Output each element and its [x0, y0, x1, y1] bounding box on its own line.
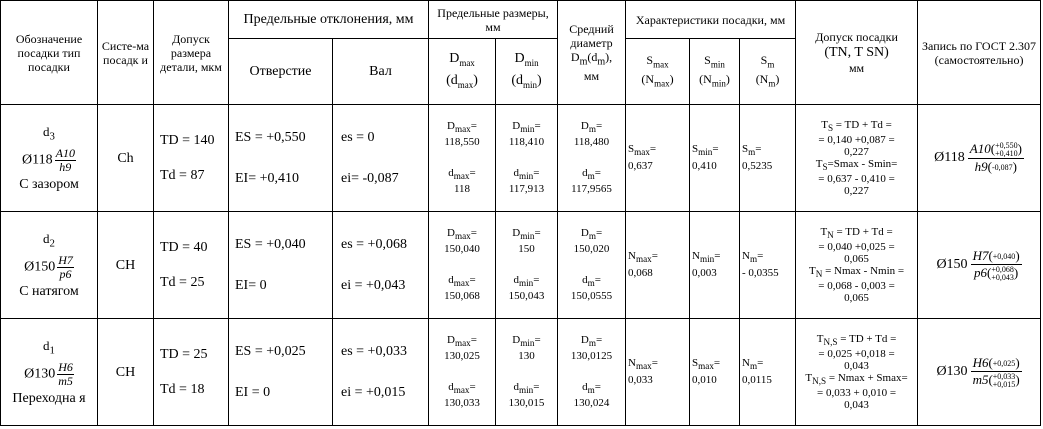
fit-designation — [1, 319, 98, 426]
max-sizes: $D_{max}=$ 118,550 $d_{max}=$ 118 — [429, 105, 496, 212]
char-2: $N_{min}=$ 0,003 — [690, 212, 740, 319]
shaft-deviations: es = 0 ei= -0,087 — [333, 105, 429, 212]
char-1: $N_{max}=$ 0,033 — [626, 319, 690, 426]
table-row — [1, 212, 1041, 319]
average-sizes: $D_m=$ 130,0125 $d_m=$ 130,024 — [558, 319, 626, 426]
header-average — [558, 1, 626, 105]
fit-system: Ch — [98, 105, 154, 212]
header-system: Систе-ма посадк и — [98, 1, 154, 105]
avg-line1: Средний диаметр — [569, 21, 614, 50]
data-rows — [1, 105, 1041, 426]
header-limits: Предельные размеры, мм — [429, 1, 558, 39]
fit-type: Переходна я — [12, 391, 86, 407]
part-tolerance: TD = 25 Td = 18 — [154, 319, 229, 426]
fit-tolerance-calc: $T_{N,S}$ = TD + Td = = 0,025 +0,018 = 0,043 $T_{N,S} = Nmax + Smax=$ = 0,033 + 0,010 = 0,043 — [796, 319, 918, 426]
header-shaft: Вал — [333, 39, 429, 105]
max-sizes: $D_{max}=$ 130,025 $d_{max}=$ 130,033 — [429, 319, 496, 426]
header-deviations: Предельные отклонения, мм — [229, 1, 429, 39]
char-3: $S_m=$ 0,5235 — [740, 105, 796, 212]
fit-tolerance-calc: $T_N$ = TD + Td = = 0,040 +0,025 = 0,065 $T_N = Nmax - Nmin$ = = 0,068 - 0,003 = 0,065 — [796, 212, 918, 319]
avg-symbol: $D_m(d_m)$, — [570, 49, 613, 68]
part-tolerance: TD = 40 Td = 25 — [154, 212, 229, 319]
char-2: $S_{min}=$ 0,410 — [690, 105, 740, 212]
header-fit-chars: Характеристики посадки, мм — [626, 1, 796, 39]
fit-designation — [1, 212, 98, 319]
shaft-deviations: es = +0,033 ei = +0,015 — [333, 319, 429, 426]
diameter-label: $d_2$ — [43, 230, 55, 250]
fit-system: CH — [98, 212, 154, 319]
min-sizes: $D_{min}=$ 118,410 $d_{min}=$ 117,913 — [496, 105, 558, 212]
fit-symbol: Ø118 $\frac{A10}{h9}$ — [22, 146, 75, 175]
char-1: $S_{max}=$ 0,637 — [626, 105, 690, 212]
avg-unit: мм — [583, 69, 600, 84]
char-1: $N_{max}=$ 0,068 — [626, 212, 690, 319]
hole-deviations: ES = +0,550 EI= +0,410 — [229, 105, 333, 212]
max-sizes: $D_{max}=$ 150,040 $d_{max}=$ 150,068 — [429, 212, 496, 319]
header-gost: Запись по ГОСТ 2.307 (самостоятельно) — [918, 1, 1041, 105]
diameter-label: $d_3$ — [43, 123, 55, 143]
gost-record: Ø150 H7( +0,040 ) p6( +0,068 +0,043 ) — [918, 212, 1041, 319]
char-3: $N_m=$ 0,0115 — [740, 319, 796, 426]
min-sizes: $D_{min}=$ 130 $d_{min}=$ 130,015 — [496, 319, 558, 426]
header-dmin: $D_{min}$ $(d_{min})$ — [496, 39, 558, 105]
fit-symbol: Ø150 $\frac{H7}{p6}$ — [24, 253, 73, 282]
part-tolerance: TD = 140 Td = 87 — [154, 105, 229, 212]
table-row — [1, 105, 1041, 212]
header-sm: $S_m$ $(N_m)$ — [740, 39, 796, 105]
average-sizes: $D_m=$ 150,020 $d_m=$ 150,0555 — [558, 212, 626, 319]
average-sizes: $D_m=$ 118,480 $d_m=$ 117,9565 — [558, 105, 626, 212]
header-hole: Отверстие — [229, 39, 333, 105]
shaft-deviations: es = +0,068 ei = +0,043 — [333, 212, 429, 319]
header-tolerance: Допуск размера детали, мкм — [154, 1, 229, 105]
char-3: $N_m=$ - 0,0355 — [740, 212, 796, 319]
min-sizes: $D_{min}=$ 150 $d_{min}=$ 150,043 — [496, 212, 558, 319]
char-2: $S_{max}=$ 0,010 — [690, 319, 740, 426]
gost-record: Ø118 A10( +0,550 +0,410 ) h9( -0,087 ) — [918, 105, 1041, 212]
header-designation: Обозначение посадки тип посадки — [1, 1, 98, 105]
diameter-label: $d_1$ — [43, 337, 55, 357]
fit-designation — [1, 105, 98, 212]
fit-system: CH — [98, 319, 154, 426]
hole-deviations: ES = +0,040 EI= 0 — [229, 212, 333, 319]
table-row — [1, 319, 1041, 426]
fit-type: С зазором — [19, 177, 79, 193]
header-smax: $S_{max}$ $(N_{max})$ — [626, 39, 690, 105]
header-smin: $S_{min}$ $(N_{min})$ — [690, 39, 740, 105]
fit-symbol: Ø130 $\frac{H6}{m5}$ — [24, 360, 73, 389]
fit-tolerance-calc: $T_S$ = TD + Td = = 0,140 +0,087 = 0,227 $T_S=Smax - Smin=$ = 0,637 - 0,410 = 0,227 — [796, 105, 918, 212]
hole-deviations: ES = +0,025 EI = 0 — [229, 319, 333, 426]
fit-type: С натягом — [19, 284, 79, 300]
header-dmax: $D_{max}$ $(d_{max})$ — [429, 39, 496, 105]
gost-record: Ø130 H6( +0,025 ) m5( +0,033 +0,015 ) — [918, 319, 1041, 426]
header-fit-tolerance: Допуск посадки (TN, T SN) мм — [796, 1, 918, 105]
